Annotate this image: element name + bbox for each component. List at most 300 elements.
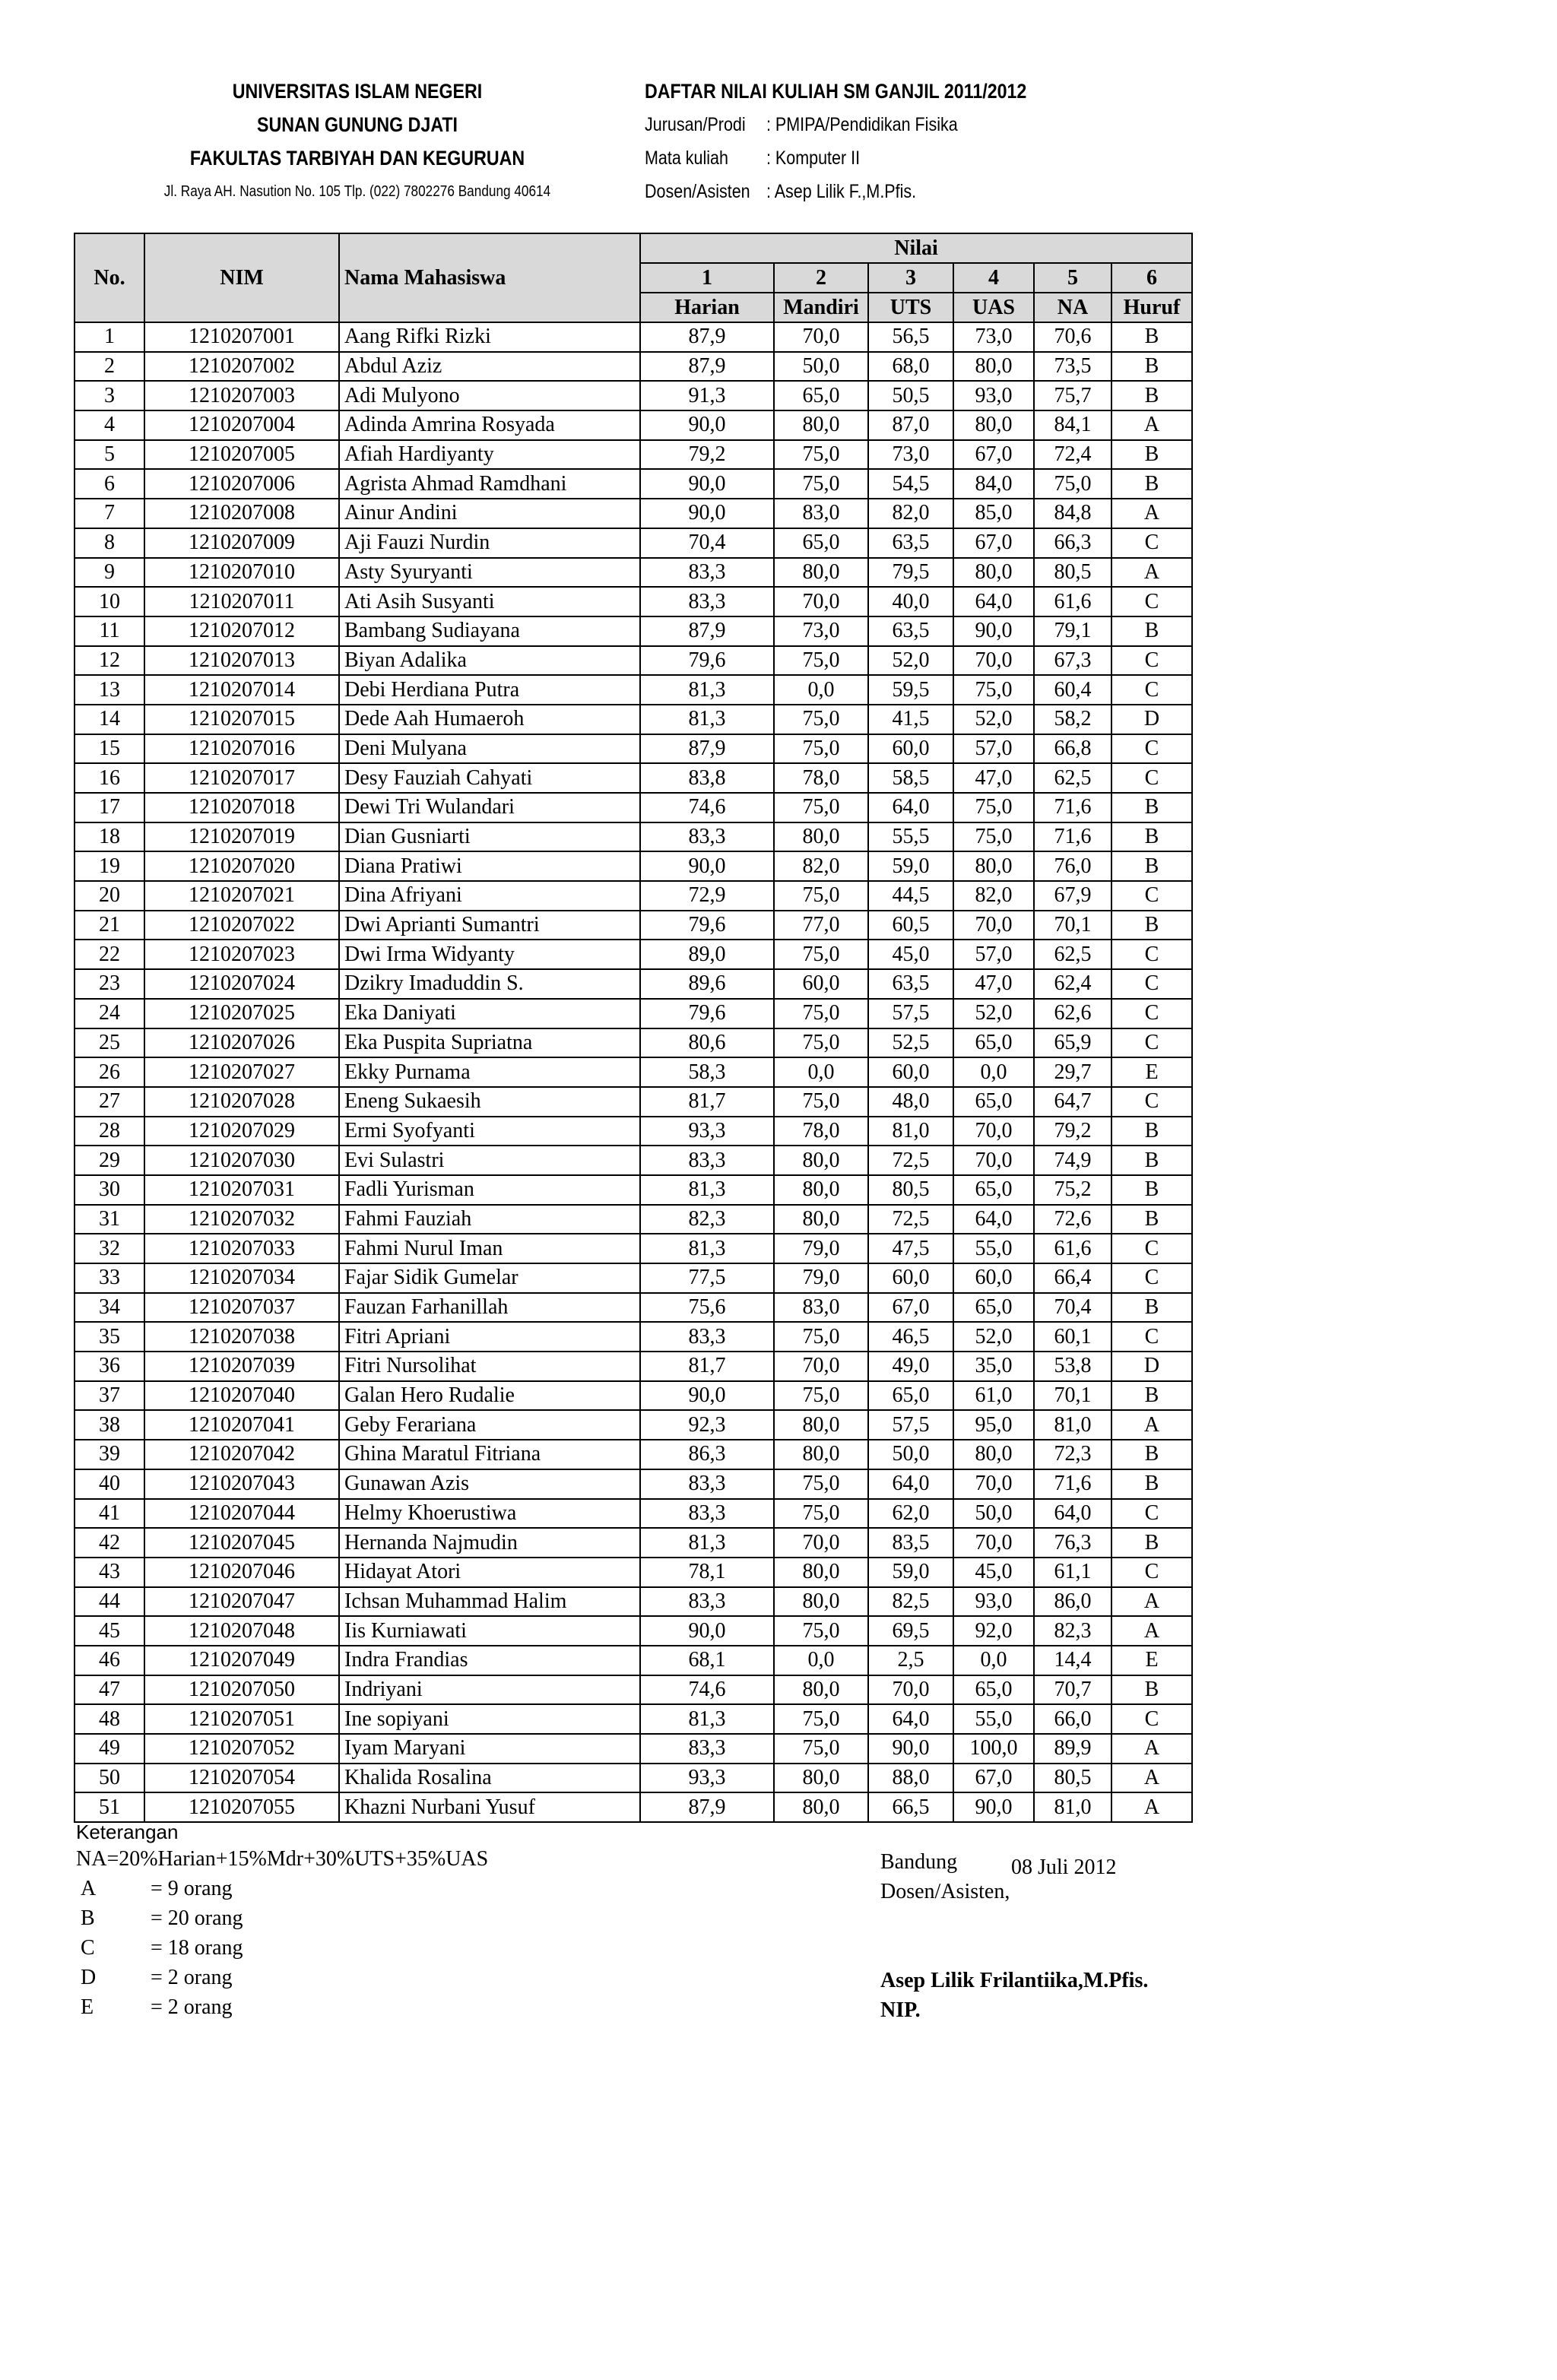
cell-uas: 67,0: [953, 1764, 1034, 1793]
cell-huruf: C: [1111, 1704, 1192, 1734]
cell-no: 25: [75, 1028, 144, 1058]
cell-nama: Deni Mulyana: [339, 734, 640, 764]
cell-na: 71,6: [1034, 822, 1111, 852]
cell-harian: 83,3: [640, 1469, 774, 1499]
cell-huruf: A: [1111, 499, 1192, 528]
table-row: [75, 646, 1192, 676]
cell-uas: 61,0: [953, 1381, 1034, 1411]
cell-no: 13: [75, 675, 144, 705]
cell-no: 17: [75, 793, 144, 822]
signature-space: [880, 1906, 1148, 1966]
cell-no: 37: [75, 1381, 144, 1411]
cell-mandiri: 73,0: [774, 616, 868, 646]
cell-nim: 1210207003: [144, 381, 339, 410]
cell-uts: 83,5: [868, 1528, 953, 1558]
cell-nim: 1210207025: [144, 999, 339, 1028]
header-num-1: 1: [640, 263, 774, 293]
cell-uts: 62,0: [868, 1499, 953, 1529]
cell-uts: 56,5: [868, 322, 953, 352]
cell-nama: Aji Fauzi Nurdin: [339, 528, 640, 558]
cell-harian: 87,9: [640, 734, 774, 764]
cell-mandiri: 80,0: [774, 1764, 868, 1793]
table-row: [75, 352, 1192, 382]
cell-harian: 77,5: [640, 1263, 774, 1293]
cell-no: 34: [75, 1293, 144, 1323]
table-row: [75, 1558, 1192, 1587]
cell-uts: 50,5: [868, 381, 953, 410]
institution-address: Jl. Raya AH. Nasution No. 105 Tlp. (022) 7802276 Bandung 40614: [163, 183, 551, 200]
cell-harian: 90,0: [640, 499, 774, 528]
cell-huruf: B: [1111, 1381, 1192, 1411]
table-row: [75, 734, 1192, 764]
cell-mandiri: 80,0: [774, 1440, 868, 1469]
cell-huruf: B: [1111, 793, 1192, 822]
table-row: [75, 1499, 1192, 1529]
cell-no: 14: [75, 705, 144, 734]
cell-na: 70,7: [1034, 1675, 1111, 1705]
cell-harian: 90,0: [640, 469, 774, 499]
cell-nim: 1210207022: [144, 911, 339, 940]
cell-huruf: C: [1111, 587, 1192, 616]
table-row: [75, 911, 1192, 940]
cell-mandiri: 78,0: [774, 1117, 868, 1146]
cell-uts: 45,0: [868, 940, 953, 969]
cell-uas: 47,0: [953, 763, 1034, 793]
cell-harian: 74,6: [640, 793, 774, 822]
cell-na: 61,6: [1034, 587, 1111, 616]
cell-nama: Geby Ferariana: [339, 1410, 640, 1440]
cell-no: 23: [75, 969, 144, 999]
cell-uas: 67,0: [953, 440, 1034, 470]
cell-mandiri: 79,0: [774, 1263, 868, 1293]
cell-no: 26: [75, 1057, 144, 1087]
cell-uts: 68,0: [868, 352, 953, 382]
table-row: [75, 1410, 1192, 1440]
header-mandiri: Mandiri: [774, 293, 868, 322]
cell-mandiri: 75,0: [774, 1469, 868, 1499]
cell-uas: 55,0: [953, 1234, 1034, 1263]
cell-nama: Ekky Purnama: [339, 1057, 640, 1087]
cell-nama: Iis Kurniawati: [339, 1616, 640, 1646]
cell-mandiri: 60,0: [774, 969, 868, 999]
table-row: [75, 469, 1192, 499]
cell-harian: 81,3: [640, 1528, 774, 1558]
cell-mandiri: 0,0: [774, 1057, 868, 1087]
cell-nim: 1210207008: [144, 499, 339, 528]
cell-na: 70,6: [1034, 322, 1111, 352]
grade-letter: A: [81, 1877, 97, 1900]
cell-mandiri: 80,0: [774, 1146, 868, 1175]
cell-nim: 1210207016: [144, 734, 339, 764]
header-harian: Harian: [640, 293, 774, 322]
cell-uts: 67,0: [868, 1293, 953, 1323]
cell-uts: 60,5: [868, 911, 953, 940]
cell-mandiri: 83,0: [774, 1293, 868, 1323]
cell-no: 46: [75, 1646, 144, 1675]
cell-mandiri: 80,0: [774, 1558, 868, 1587]
cell-no: 19: [75, 851, 144, 881]
cell-no: 8: [75, 528, 144, 558]
cell-no: 27: [75, 1087, 144, 1117]
cell-no: 42: [75, 1528, 144, 1558]
cell-huruf: C: [1111, 1263, 1192, 1293]
table-row: [75, 881, 1192, 911]
table-row: [75, 381, 1192, 410]
cell-uts: 64,0: [868, 1704, 953, 1734]
table-row: [75, 1234, 1192, 1263]
cell-na: 62,4: [1034, 969, 1111, 999]
cell-no: 32: [75, 1234, 144, 1263]
cell-no: 24: [75, 999, 144, 1028]
cell-nama: Asty Syuryanti: [339, 558, 640, 588]
cell-nim: 1210207015: [144, 705, 339, 734]
cell-mandiri: 0,0: [774, 675, 868, 705]
table-row: [75, 940, 1192, 969]
header-uts: UTS: [868, 293, 953, 322]
grade-count: = 18 orang: [151, 1936, 243, 1960]
header-num-4: 4: [953, 263, 1034, 293]
cell-huruf: B: [1111, 1175, 1192, 1205]
cell-mandiri: 80,0: [774, 558, 868, 588]
cell-nim: 1210207029: [144, 1117, 339, 1146]
cell-uas: 100,0: [953, 1734, 1034, 1764]
cell-na: 72,6: [1034, 1205, 1111, 1234]
grades-table: [74, 233, 1193, 1823]
cell-no: 28: [75, 1117, 144, 1146]
cell-uas: 92,0: [953, 1616, 1034, 1646]
table-row: [75, 1587, 1192, 1617]
cell-nim: 1210207044: [144, 1499, 339, 1529]
grade-letter: B: [81, 1906, 95, 1930]
cell-uas: 50,0: [953, 1499, 1034, 1529]
cell-uas: 70,0: [953, 911, 1034, 940]
cell-uas: 64,0: [953, 587, 1034, 616]
header-num-5: 5: [1034, 263, 1111, 293]
cell-mandiri: 82,0: [774, 851, 868, 881]
cell-mandiri: 75,0: [774, 440, 868, 470]
cell-uas: 70,0: [953, 646, 1034, 676]
cell-huruf: C: [1111, 940, 1192, 969]
grade-letter: D: [81, 1966, 97, 1989]
cell-nama: Debi Herdiana Putra: [339, 675, 640, 705]
cell-uas: 67,0: [953, 528, 1034, 558]
cell-nama: Eneng Sukaesih: [339, 1087, 640, 1117]
cell-uas: 80,0: [953, 352, 1034, 382]
table-row: [75, 999, 1192, 1028]
table-row: [75, 1764, 1192, 1793]
cell-na: 76,3: [1034, 1528, 1111, 1558]
table-row: [75, 1528, 1192, 1558]
cell-uas: 84,0: [953, 469, 1034, 499]
cell-na: 72,4: [1034, 440, 1111, 470]
cell-uts: 63,5: [868, 528, 953, 558]
grade-count: = 20 orang: [151, 1906, 243, 1930]
cell-mandiri: 75,0: [774, 705, 868, 734]
cell-no: 39: [75, 1440, 144, 1469]
cell-harian: 81,3: [640, 1175, 774, 1205]
table-row: [75, 1381, 1192, 1411]
cell-mandiri: 75,0: [774, 1616, 868, 1646]
cell-mandiri: 75,0: [774, 999, 868, 1028]
cell-nama: Aang Rifki Rizki: [339, 322, 640, 352]
cell-no: 7: [75, 499, 144, 528]
cell-no: 51: [75, 1792, 144, 1822]
cell-nama: Desy Fauziah Cahyati: [339, 763, 640, 793]
cell-nama: Dian Gusniarti: [339, 822, 640, 852]
cell-mandiri: 75,0: [774, 1499, 868, 1529]
date: 08 Juli 2012: [1011, 1856, 1117, 1879]
cell-nim: 1210207047: [144, 1587, 339, 1617]
cell-mandiri: 70,0: [774, 1352, 868, 1381]
table-row: [75, 558, 1192, 588]
table-row: [75, 1293, 1192, 1323]
cell-huruf: B: [1111, 822, 1192, 852]
cell-no: 50: [75, 1764, 144, 1793]
cell-nim: 1210207032: [144, 1205, 339, 1234]
header-uas: UAS: [953, 293, 1034, 322]
table-row: [75, 763, 1192, 793]
cell-uts: 64,0: [868, 1469, 953, 1499]
cell-uts: 52,5: [868, 1028, 953, 1058]
cell-huruf: C: [1111, 999, 1192, 1028]
matkul-value: : Komputer II: [766, 147, 861, 169]
cell-harian: 81,3: [640, 1704, 774, 1734]
cell-na: 79,1: [1034, 616, 1111, 646]
header-nim: NIM: [144, 233, 339, 322]
cell-na: 60,1: [1034, 1322, 1111, 1352]
cell-huruf: C: [1111, 528, 1192, 558]
header-nama: Nama Mahasiswa: [339, 233, 640, 322]
cell-no: 11: [75, 616, 144, 646]
cell-na: 75,2: [1034, 1175, 1111, 1205]
cell-nama: Fitri Apriani: [339, 1322, 640, 1352]
cell-nama: Ati Asih Susyanti: [339, 587, 640, 616]
cell-harian: 78,1: [640, 1558, 774, 1587]
cell-uas: 57,0: [953, 734, 1034, 764]
cell-nim: 1210207011: [144, 587, 339, 616]
cell-uts: 73,0: [868, 440, 953, 470]
cell-nim: 1210207026: [144, 1028, 339, 1058]
nip-label: NIP.: [880, 1998, 921, 2022]
cell-huruf: B: [1111, 911, 1192, 940]
cell-na: 82,3: [1034, 1616, 1111, 1646]
cell-nim: 1210207052: [144, 1734, 339, 1764]
table-row: [75, 587, 1192, 616]
cell-uas: 95,0: [953, 1410, 1034, 1440]
cell-harian: 87,9: [640, 616, 774, 646]
cell-harian: 81,7: [640, 1087, 774, 1117]
cell-nim: 1210207046: [144, 1558, 339, 1587]
cell-no: 36: [75, 1352, 144, 1381]
cell-uas: 73,0: [953, 322, 1034, 352]
cell-uts: 58,5: [868, 763, 953, 793]
table-row: [75, 1028, 1192, 1058]
cell-na: 89,9: [1034, 1734, 1111, 1764]
table-row: [75, 499, 1192, 528]
cell-uas: 45,0: [953, 1558, 1034, 1587]
faculty-name: FAKULTAS TARBIYAH DAN KEGURUAN: [189, 147, 525, 170]
dosen-row: [645, 175, 1102, 208]
cell-na: 84,1: [1034, 410, 1111, 440]
cell-huruf: C: [1111, 1234, 1192, 1263]
institution-header: [114, 74, 601, 208]
cell-nama: Khazni Nurbani Yusuf: [339, 1792, 640, 1822]
cell-mandiri: 80,0: [774, 1792, 868, 1822]
cell-uts: 81,0: [868, 1117, 953, 1146]
cell-mandiri: 75,0: [774, 1028, 868, 1058]
cell-nama: Fauzan Farhanillah: [339, 1293, 640, 1323]
cell-nim: 1210207030: [144, 1146, 339, 1175]
role: Dosen/Asisten,: [880, 1880, 1010, 1903]
cell-no: 3: [75, 381, 144, 410]
cell-nama: Hidayat Atori: [339, 1558, 640, 1587]
cell-harian: 89,6: [640, 969, 774, 999]
cell-huruf: A: [1111, 1792, 1192, 1822]
cell-uas: 65,0: [953, 1175, 1034, 1205]
cell-nama: Fajar Sidik Gumelar: [339, 1263, 640, 1293]
cell-mandiri: 83,0: [774, 499, 868, 528]
cell-harian: 70,4: [640, 528, 774, 558]
cell-no: 48: [75, 1704, 144, 1734]
cell-nim: 1210207002: [144, 352, 339, 382]
cell-huruf: B: [1111, 1469, 1192, 1499]
cell-harian: 83,3: [640, 1734, 774, 1764]
cell-uts: 59,0: [868, 1558, 953, 1587]
cell-uts: 72,5: [868, 1205, 953, 1234]
cell-no: 49: [75, 1734, 144, 1764]
cell-uas: 82,0: [953, 881, 1034, 911]
cell-mandiri: 75,0: [774, 881, 868, 911]
cell-na: 76,0: [1034, 851, 1111, 881]
cell-nim: 1210207037: [144, 1293, 339, 1323]
cell-uts: 82,5: [868, 1587, 953, 1617]
cell-huruf: B: [1111, 616, 1192, 646]
cell-uas: 65,0: [953, 1087, 1034, 1117]
cell-huruf: A: [1111, 410, 1192, 440]
cell-harian: 79,2: [640, 440, 774, 470]
cell-uas: 64,0: [953, 1205, 1034, 1234]
table-row: [75, 1322, 1192, 1352]
cell-uts: 65,0: [868, 1381, 953, 1411]
cell-harian: 87,9: [640, 352, 774, 382]
cell-huruf: B: [1111, 1440, 1192, 1469]
cell-uts: 44,5: [868, 881, 953, 911]
cell-harian: 79,6: [640, 646, 774, 676]
cell-harian: 72,9: [640, 881, 774, 911]
cell-huruf: A: [1111, 1616, 1192, 1646]
cell-uas: 80,0: [953, 410, 1034, 440]
cell-nim: 1210207004: [144, 410, 339, 440]
cell-uas: 65,0: [953, 1293, 1034, 1323]
cell-nama: Evi Sulastri: [339, 1146, 640, 1175]
grade-count: = 9 orang: [151, 1877, 233, 1900]
cell-harian: 90,0: [640, 851, 774, 881]
cell-uts: 55,5: [868, 822, 953, 852]
count-row-c: [76, 1936, 243, 1960]
cell-mandiri: 80,0: [774, 1587, 868, 1617]
cell-nama: Ghina Maratul Fitriana: [339, 1440, 640, 1469]
cell-nim: 1210207005: [144, 440, 339, 470]
cell-uts: 59,0: [868, 851, 953, 881]
cell-na: 58,2: [1034, 705, 1111, 734]
cell-uas: 80,0: [953, 851, 1034, 881]
grade-letter: E: [81, 1995, 94, 2019]
cell-nim: 1210207043: [144, 1469, 339, 1499]
jurusan-value: : PMIPA/Pendidikan Fisika: [766, 114, 958, 135]
table-row: [75, 1352, 1192, 1381]
cell-huruf: C: [1111, 675, 1192, 705]
cell-huruf: C: [1111, 1322, 1192, 1352]
cell-uts: 54,5: [868, 469, 953, 499]
grade-count: = 2 orang: [151, 1995, 233, 2019]
cell-uts: 63,5: [868, 969, 953, 999]
cell-no: 2: [75, 352, 144, 382]
table-row: [75, 1146, 1192, 1175]
cell-mandiri: 75,0: [774, 1704, 868, 1734]
table-row: [75, 705, 1192, 734]
cell-harian: 58,3: [640, 1057, 774, 1087]
cell-nama: Dede Aah Humaeroh: [339, 705, 640, 734]
cell-uas: 35,0: [953, 1352, 1034, 1381]
cell-uts: 41,5: [868, 705, 953, 734]
cell-harian: 80,6: [640, 1028, 774, 1058]
cell-nama: Helmy Khoerustiwa: [339, 1499, 640, 1529]
cell-na: 65,9: [1034, 1028, 1111, 1058]
cell-harian: 79,6: [640, 999, 774, 1028]
cell-nim: 1210207048: [144, 1616, 339, 1646]
cell-mandiri: 80,0: [774, 1410, 868, 1440]
table-row: [75, 822, 1192, 852]
cell-nim: 1210207039: [144, 1352, 339, 1381]
cell-no: 5: [75, 440, 144, 470]
cell-na: 80,5: [1034, 1764, 1111, 1793]
cell-mandiri: 75,0: [774, 940, 868, 969]
cell-nama: Dewi Tri Wulandari: [339, 793, 640, 822]
cell-no: 29: [75, 1146, 144, 1175]
cell-mandiri: 75,0: [774, 1381, 868, 1411]
cell-uas: 65,0: [953, 1675, 1034, 1705]
cell-nim: 1210207031: [144, 1175, 339, 1205]
count-row-e: [76, 1995, 233, 2020]
cell-na: 60,4: [1034, 675, 1111, 705]
cell-huruf: B: [1111, 352, 1192, 382]
cell-uas: 75,0: [953, 675, 1034, 705]
city: Bandung: [880, 1850, 958, 1874]
table-row: [75, 1205, 1192, 1234]
cell-harian: 75,6: [640, 1293, 774, 1323]
cell-mandiri: 79,0: [774, 1234, 868, 1263]
cell-harian: 83,3: [640, 1499, 774, 1529]
cell-uas: 55,0: [953, 1704, 1034, 1734]
cell-uts: 59,5: [868, 675, 953, 705]
cell-harian: 81,7: [640, 1352, 774, 1381]
cell-na: 66,4: [1034, 1263, 1111, 1293]
cell-uas: 57,0: [953, 940, 1034, 969]
cell-uts: 2,5: [868, 1646, 953, 1675]
cell-mandiri: 75,0: [774, 1087, 868, 1117]
cell-nama: Fitri Nursolihat: [339, 1352, 640, 1381]
cell-uts: 64,0: [868, 793, 953, 822]
cell-no: 1: [75, 322, 144, 352]
table-row: [75, 410, 1192, 440]
cell-nama: Abdul Aziz: [339, 352, 640, 382]
cell-no: 33: [75, 1263, 144, 1293]
grade-letter: C: [81, 1936, 95, 1960]
matkul-row: [645, 141, 1102, 175]
cell-uas: 85,0: [953, 499, 1034, 528]
cell-uas: 93,0: [953, 1587, 1034, 1617]
cell-uas: 70,0: [953, 1146, 1034, 1175]
